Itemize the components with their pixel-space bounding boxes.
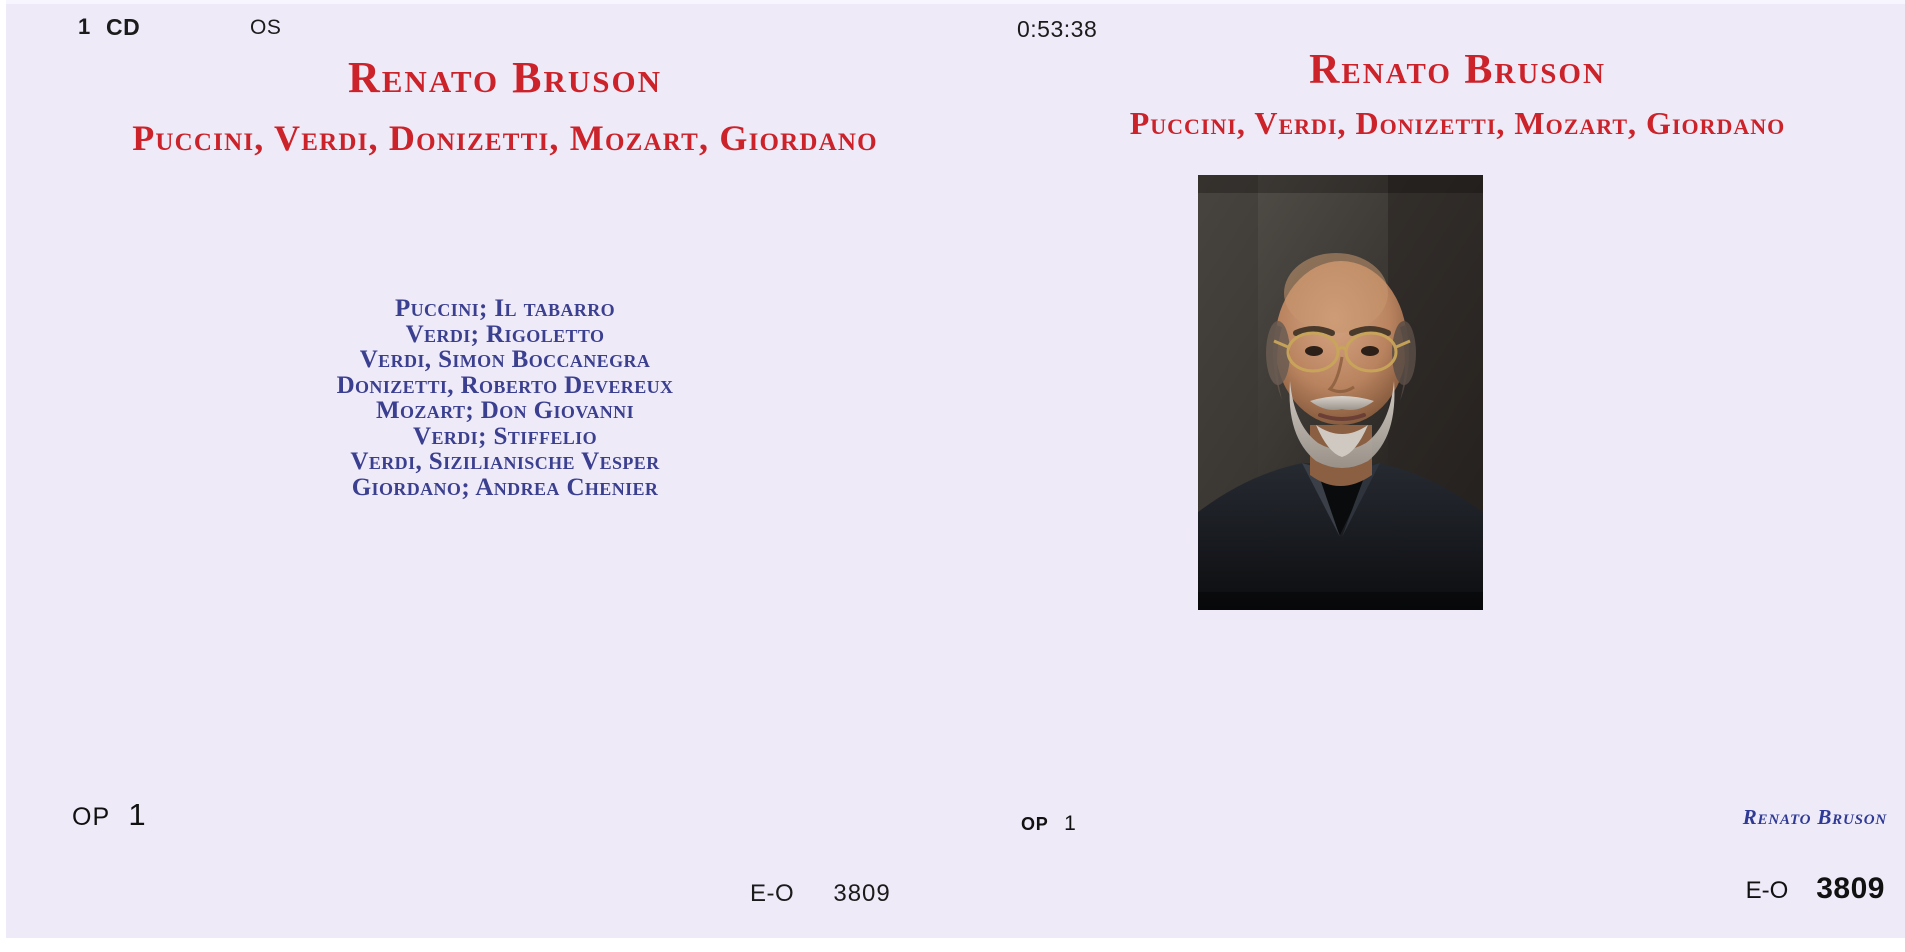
right-panel-front-cover <box>1010 0 1905 938</box>
disc-label: CD <box>106 14 141 40</box>
right-op-marker <box>1021 812 1077 836</box>
list-item: Verdi; Rigoletto <box>405 320 605 348</box>
artist-signature: Renato Bruson <box>1742 805 1887 829</box>
left-meta-row <box>0 14 1010 44</box>
portrait-photo <box>1198 175 1483 610</box>
right-op-number: 1 <box>1064 812 1077 835</box>
list-item: Verdi; Stiffelio <box>413 422 597 450</box>
format-note: OS <box>250 16 282 39</box>
total-timecode: 0:53:38 <box>1017 16 1098 42</box>
tracklist <box>0 296 1010 500</box>
left-op-number: 1 <box>128 797 147 832</box>
list-item: Verdi, Simon Boccanegra <box>359 346 651 373</box>
list-item: Verdi, Sizilianische Vesper <box>350 448 660 475</box>
cover-title: Renato Bruson <box>1309 47 1606 93</box>
list-item: Donizetti, Roberto Devereux <box>336 371 674 399</box>
left-catalog-prefix: E-O <box>750 880 795 907</box>
left-catalog <box>750 880 891 908</box>
left-catalog-number: 3809 <box>833 880 891 907</box>
list-item: Giordano; Andrea Chenier <box>351 473 659 501</box>
disc-number: 1 <box>78 14 91 39</box>
list-item: Puccini; Il tabarro <box>394 295 616 322</box>
left-subtitle: Puccini, Verdi, Donizetti, Mozart, Giordano <box>132 118 878 158</box>
left-title: Renato Bruson <box>347 53 663 102</box>
portrait-photo-graphic <box>1198 175 1483 610</box>
right-catalog <box>1746 872 1885 906</box>
list-item: Mozart; Don Giovanni <box>376 397 634 424</box>
right-catalog-number: 3809 <box>1816 872 1885 905</box>
left-op-label: OP <box>72 803 111 831</box>
cover-subtitle: Puccini, Verdi, Donizetti, Mozart, Giordano <box>1129 105 1786 141</box>
right-op-label: OP <box>1021 814 1049 834</box>
left-op-marker <box>72 797 147 833</box>
right-catalog-prefix: E-O <box>1745 877 1789 904</box>
